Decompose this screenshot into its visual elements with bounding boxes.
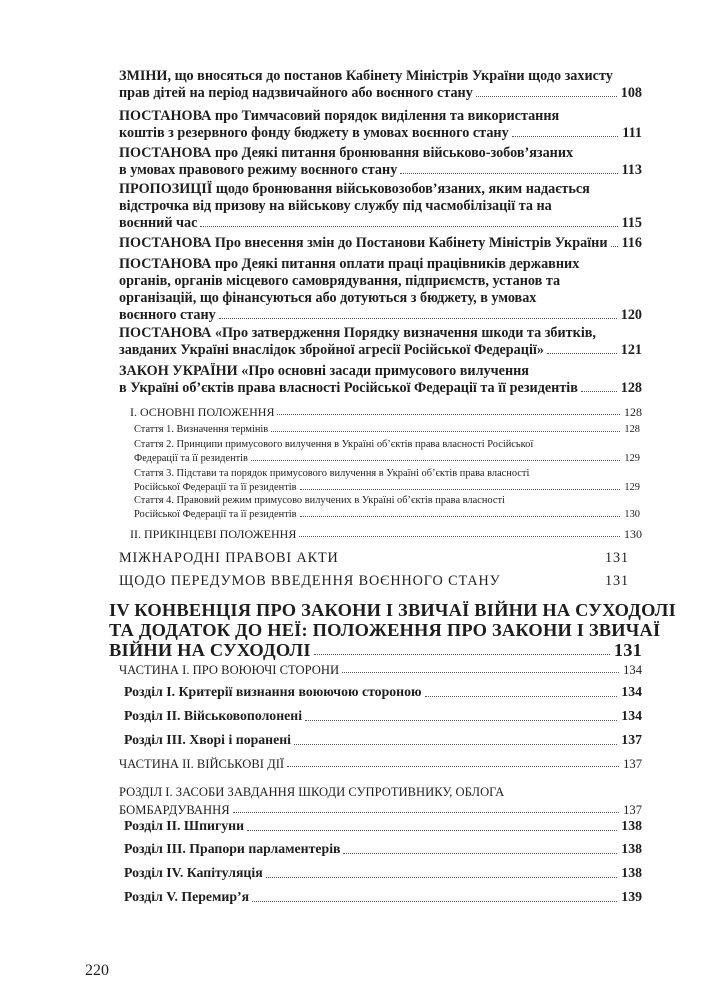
toc-entry — [124, 816, 642, 836]
toc-entry-text: Розділ III. Прапори парламентерів — [124, 841, 341, 856]
toc-entry — [119, 756, 642, 772]
dot-leader — [271, 431, 620, 432]
toc-entry — [119, 784, 642, 818]
dot-leader — [247, 830, 617, 831]
toc-entry-text: Розділ IV. Капітуляція — [124, 865, 263, 880]
toc-entry-text: РОЗДІЛ I. ЗАСОБИ ЗАВДАННЯ ШКОДИ СУПРОТИВНИКУ, ОБЛОГА — [119, 785, 505, 799]
dot-leader — [200, 226, 617, 227]
toc-page-number: 137 — [623, 803, 642, 817]
toc-page-number: 128 — [624, 424, 640, 435]
toc-entry-text: Російської Федерації та її резидентів — [134, 509, 297, 520]
dot-leader — [400, 173, 617, 174]
toc-entry — [134, 438, 640, 466]
toc-entry — [119, 325, 642, 359]
toc-page-number: 111 — [622, 125, 642, 141]
toc-page-number: 129 — [624, 482, 640, 493]
dot-leader — [252, 901, 617, 902]
toc-entry-text: ТА ДОДАТОК ДО НЕЇ: ПОЛОЖЕННЯ ПРО ЗАКОНИ І ЗВИЧАЇ — [109, 620, 661, 640]
toc-entry-text: Розділ I. Критерії визнання воюючою стороною — [124, 684, 422, 699]
toc-entry — [119, 181, 642, 232]
toc-entry — [130, 405, 642, 420]
dot-leader — [266, 877, 618, 878]
toc-entry — [134, 494, 640, 522]
toc-page-number: 137 — [621, 732, 642, 747]
toc-entry-text: I. ОСНОВНІ ПОЛОЖЕННЯ — [130, 405, 275, 419]
toc-entry — [119, 68, 642, 102]
toc-entry — [124, 887, 642, 907]
toc-entry-text: ПОСТАНОВА «Про затвердження Порядку визначення шкоди та збитків, — [119, 325, 596, 341]
dot-leader — [299, 536, 620, 537]
toc-page-number: 113 — [621, 162, 642, 178]
toc-entry — [124, 839, 642, 859]
toc-entry — [119, 235, 642, 252]
toc-entry-text: Російської Федерації та її резидентів — [134, 482, 297, 493]
toc-page-number: 131 — [605, 550, 629, 566]
toc-entry — [119, 548, 629, 568]
toc-entry-text: ПРОПОЗИЦІЇ щодо бронювання військовозобов’язаних, яким надається — [119, 181, 590, 197]
dot-leader — [476, 96, 617, 97]
toc-page-number: 128 — [624, 405, 642, 419]
toc-entry-text: в умовах правового режиму воєнного стану — [119, 162, 398, 178]
toc-entry — [119, 256, 642, 324]
toc-entry-text: Стаття 1. Визначення термінів — [134, 424, 269, 435]
dot-leader — [581, 391, 617, 392]
dot-leader — [343, 853, 617, 854]
toc-entry-text: II. ПРИКІНЦЕВІ ПОЛОЖЕННЯ — [130, 527, 297, 541]
toc-entry — [130, 527, 642, 542]
toc-entry-text: коштів з резервного фонду бюджету в умовах воєнного стану — [119, 125, 509, 141]
toc-entry-text: IV КОНВЕНЦІЯ ПРО ЗАКОНИ І ЗВИЧАЇ ВІЙНИ НА СУХОДОЛІ — [109, 600, 676, 620]
toc-page-number: 137 — [623, 757, 642, 771]
toc-page-number: 128 — [620, 380, 642, 396]
toc-entry-text: ПОСТАНОВА Про внесення змін до Постанови Кабінету Міністрів України — [119, 235, 608, 251]
toc-entry — [119, 662, 642, 678]
toc-entry-text: органів, органів місцевого самоврядування, підприємств, установ та — [119, 273, 561, 289]
toc-entry-text: Стаття 2. Принципи примусового вилучення в Україні об’єктів права власності Російської — [134, 439, 534, 450]
dot-leader — [277, 414, 620, 415]
toc-page-number: 131 — [605, 573, 629, 589]
toc-entry — [124, 706, 642, 726]
toc-entry — [119, 363, 642, 397]
toc-page-number: 108 — [620, 85, 642, 101]
dot-leader — [294, 744, 617, 745]
dot-leader — [342, 562, 601, 563]
toc-entry-text: прав дітей на період надзвичайного або воєнного стану — [119, 85, 473, 101]
dot-leader — [300, 489, 621, 490]
toc-entry-text: Розділ II. Військовополонені — [124, 708, 303, 723]
toc-page-number: 129 — [624, 453, 640, 464]
toc-page-number: 130 — [624, 527, 642, 541]
toc-entry — [119, 108, 642, 142]
toc-entry — [124, 863, 642, 883]
dot-leader — [305, 720, 617, 721]
toc-entry-text: ЗАКОН УКРАЇНИ «Про основні засади примусового вилучення — [119, 363, 529, 379]
toc-entry-text: БОМБАРДУВАННЯ — [119, 803, 230, 817]
toc-entry-text: в Україні об’єктів права власності Російської Федерації та її резидентів — [119, 380, 578, 396]
dot-leader — [300, 516, 621, 517]
toc-entry-text: Стаття 4. Правовий режим примусово вилучених в Україні об’єктів права власності — [134, 495, 505, 506]
toc-entry — [119, 571, 629, 591]
toc-page-number: 115 — [621, 215, 642, 231]
toc-page-number: 138 — [621, 865, 642, 880]
dot-leader — [314, 654, 610, 655]
dot-leader — [547, 353, 617, 354]
dot-leader — [512, 136, 619, 137]
toc-entry-text: завданих Україні внаслідок збройної агресії Російської Федерації» — [119, 342, 544, 358]
toc-page-number: 138 — [621, 841, 642, 856]
toc-entry-text: організацій, що фінансуються або дотуються з бюджету, в умовах — [119, 290, 537, 306]
toc-entry-text: Федерації та її резидентів — [134, 453, 248, 464]
toc-entry-text: ПОСТАНОВА про Тимчасовий порядок виділення та використання — [119, 108, 560, 124]
dot-leader — [219, 318, 617, 319]
toc-entry-text: ПОСТАНОВА про Деякі питання оплати праці працівників державних — [119, 256, 580, 272]
toc-page-number: 134 — [623, 663, 642, 677]
toc-entry — [124, 682, 642, 702]
toc-entry — [119, 145, 642, 179]
toc-page-number: 120 — [620, 307, 642, 323]
dot-leader — [251, 460, 620, 461]
toc-page-number: 131 — [613, 640, 642, 660]
dot-leader — [504, 585, 601, 586]
toc-section-heading — [109, 600, 676, 660]
toc-entry-text: ПОСТАНОВА про Деякі питання бронювання військово-зобов’язаних — [119, 145, 574, 161]
dot-leader — [233, 812, 620, 813]
toc-entry-text: ЧАСТИНА I. ПРО ВОЮЮЧІ СТОРОНИ — [119, 663, 340, 677]
toc-page-number: 116 — [621, 235, 642, 251]
toc-page-number: 134 — [621, 708, 642, 723]
dot-leader — [425, 696, 618, 697]
toc-entry-text: ЩОДО ПЕРЕДУМОВ ВВЕДЕННЯ ВОЄННОГО СТАНУ — [119, 573, 501, 589]
toc-entry-text: ЧАСТИНА II. ВІЙСЬКОВІ ДІЇ — [119, 757, 285, 771]
toc-entry-text: Розділ III. Хворі і поранені — [124, 732, 292, 747]
page-number: 220 — [85, 962, 109, 979]
toc-page-number: 138 — [621, 818, 642, 833]
toc-entry-text: ЗМІНИ, що вносяться до постанов Кабінету Міністрів України щодо захисту — [119, 68, 613, 84]
toc-entry-text: Розділ V. Перемир’я — [124, 889, 250, 904]
toc-page-number: 134 — [621, 684, 642, 699]
dot-leader — [342, 672, 619, 673]
toc-entry-text: воєнний час — [119, 215, 198, 231]
toc-entry — [134, 467, 640, 495]
toc-page-number: 121 — [620, 342, 642, 358]
toc-entry-text: МІЖНАРОДНІ ПРАВОВІ АКТИ — [119, 550, 339, 566]
toc-entry — [124, 730, 642, 750]
toc-entry-text: Розділ II. Шпигуни — [124, 818, 245, 833]
toc-page-number: 130 — [624, 509, 640, 520]
toc-entry-text: Стаття 3. Підстави та порядок примусового вилучення в Україні об’єктів права власності — [134, 468, 530, 479]
dot-leader — [287, 766, 619, 767]
toc-entry-text: відстрочка від призову на військову службу під часмобілізації та на — [119, 198, 552, 214]
dot-leader — [611, 246, 618, 247]
toc-entry-text: воєнного стану — [119, 307, 216, 323]
toc-page-number: 139 — [621, 889, 642, 904]
toc-entry — [134, 423, 640, 437]
toc-entry-text: ВІЙНИ НА СУХОДОЛІ — [109, 640, 311, 660]
